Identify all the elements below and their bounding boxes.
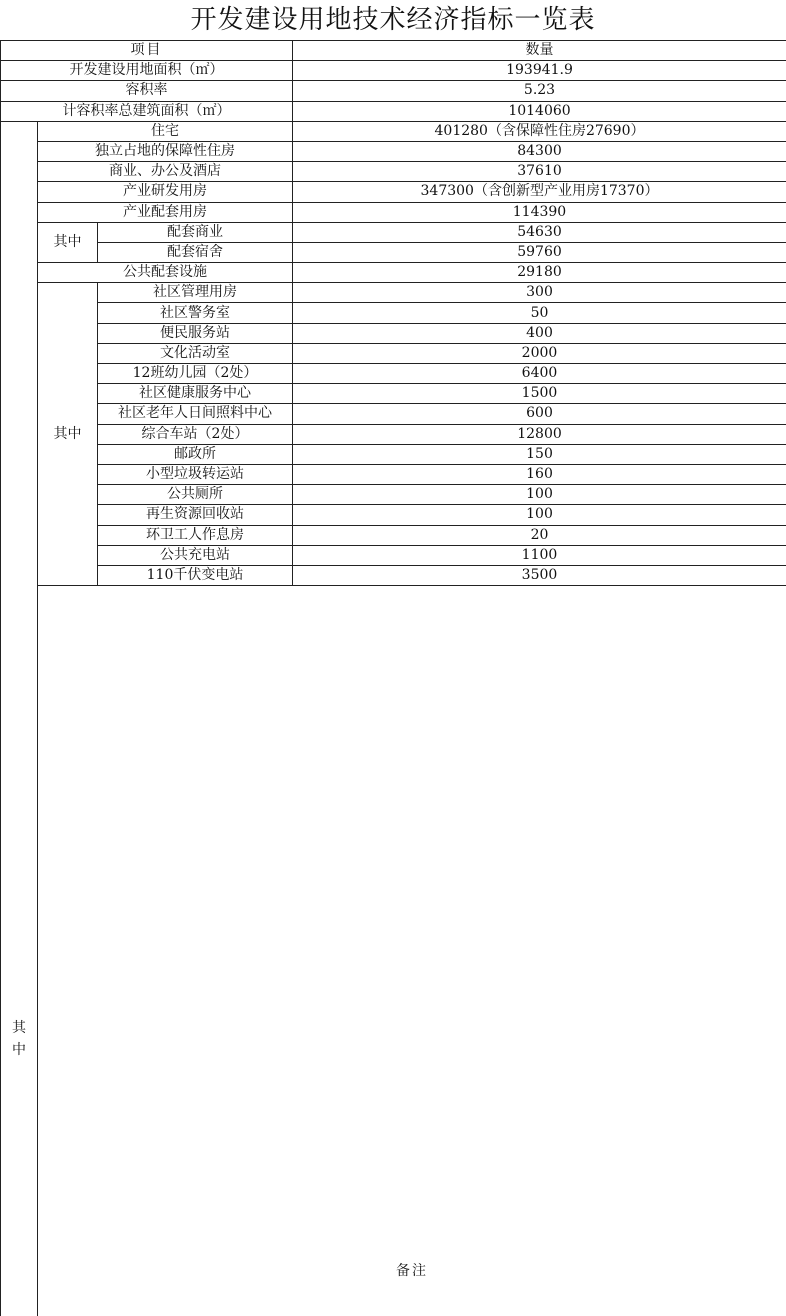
row-label: 12班幼儿园（2处） xyxy=(98,364,293,384)
header-item: 项目 xyxy=(1,41,293,61)
row-label: 社区管理用房 xyxy=(98,283,293,303)
row-value: 600 xyxy=(293,404,786,424)
sub-group-2-label: 其中 xyxy=(38,283,98,586)
table-row xyxy=(1,525,786,545)
row-label: 邮政所 xyxy=(98,444,293,464)
table-row xyxy=(1,242,786,262)
row-label: 产业研发用房 xyxy=(38,182,293,202)
row-value: 5.23 xyxy=(293,81,786,101)
row-value: 12800 xyxy=(293,424,786,444)
row-value: 400 xyxy=(293,323,786,343)
row-label: 住宅 xyxy=(38,121,293,141)
table-row xyxy=(1,121,786,141)
row-value: 50 xyxy=(293,303,786,323)
table-row xyxy=(1,545,786,565)
table-row xyxy=(1,565,786,585)
row-value: 150 xyxy=(293,444,786,464)
row-value: 300 xyxy=(293,283,786,303)
row-label: 小型垃圾转运站 xyxy=(98,464,293,484)
row-label: 容积率 xyxy=(1,81,293,101)
row-value: 2000 xyxy=(293,343,786,363)
table-row xyxy=(1,364,786,384)
table-row xyxy=(1,222,786,242)
table-row xyxy=(1,81,786,101)
table-row xyxy=(1,202,786,222)
table-row xyxy=(1,263,786,283)
indicator-table xyxy=(0,40,786,1316)
row-label: 综合车站（2处） xyxy=(98,424,293,444)
remarks-row xyxy=(1,586,786,1316)
row-label: 开发建设用地面积（㎡） xyxy=(1,61,293,81)
table-row xyxy=(1,404,786,424)
row-value: 54630 xyxy=(293,222,786,242)
row-value: 3500 xyxy=(293,565,786,585)
row-label: 社区健康服务中心 xyxy=(98,384,293,404)
remarks-label: 备注 xyxy=(38,586,786,1316)
table-row xyxy=(1,61,786,81)
table-row xyxy=(1,162,786,182)
row-value: 1014060 xyxy=(293,101,786,121)
row-label: 独立占地的保障性住房 xyxy=(38,141,293,161)
table-row xyxy=(1,505,786,525)
sub-group-1-label: 其中 xyxy=(38,222,98,262)
table-row xyxy=(1,323,786,343)
row-value: 29180 xyxy=(293,263,786,283)
row-label: 公共厕所 xyxy=(98,485,293,505)
row-label: 社区警务室 xyxy=(98,303,293,323)
row-value: 347300（含创新型产业用房17370） xyxy=(293,182,786,202)
row-label: 计容积率总建筑面积（㎡） xyxy=(1,101,293,121)
row-value: 20 xyxy=(293,525,786,545)
row-value: 1500 xyxy=(293,384,786,404)
table-row xyxy=(1,485,786,505)
row-value: 114390 xyxy=(293,202,786,222)
row-value: 401280（含保障性住房27690） xyxy=(293,121,786,141)
row-value: 84300 xyxy=(293,141,786,161)
row-label: 配套商业 xyxy=(98,222,293,242)
row-label: 便民服务站 xyxy=(98,323,293,343)
table-row xyxy=(1,384,786,404)
row-value: 160 xyxy=(293,464,786,484)
row-label: 公共充电站 xyxy=(98,545,293,565)
row-label: 文化活动室 xyxy=(98,343,293,363)
header-row xyxy=(1,41,786,61)
table-row xyxy=(1,444,786,464)
row-value: 193941.9 xyxy=(293,61,786,81)
table-row xyxy=(1,424,786,444)
outer-group-text: 其中 xyxy=(11,1017,27,1061)
row-label: 社区老年人日间照料中心 xyxy=(98,404,293,424)
table-row xyxy=(1,283,786,303)
row-value: 1100 xyxy=(293,545,786,565)
row-value: 59760 xyxy=(293,242,786,262)
table-row xyxy=(1,101,786,121)
table-title: 开发建设用地技术经济指标一览表 xyxy=(0,0,786,41)
header-value: 数量 xyxy=(293,41,786,61)
row-value: 37610 xyxy=(293,162,786,182)
row-label: 产业配套用房 xyxy=(38,202,293,222)
row-value: 100 xyxy=(293,505,786,525)
table-row xyxy=(1,182,786,202)
table-row xyxy=(1,141,786,161)
outer-group-label xyxy=(1,121,38,1316)
row-value: 6400 xyxy=(293,364,786,384)
row-label: 配套宿舍 xyxy=(98,242,293,262)
table-row xyxy=(1,303,786,323)
row-label: 环卫工人作息房 xyxy=(98,525,293,545)
row-label: 商业、办公及酒店 xyxy=(38,162,293,182)
row-label: 再生资源回收站 xyxy=(98,505,293,525)
table-row xyxy=(1,464,786,484)
table-row xyxy=(1,343,786,363)
row-label: 110千伏变电站 xyxy=(98,565,293,585)
row-value: 100 xyxy=(293,485,786,505)
row-label: 公共配套设施 xyxy=(38,263,293,283)
